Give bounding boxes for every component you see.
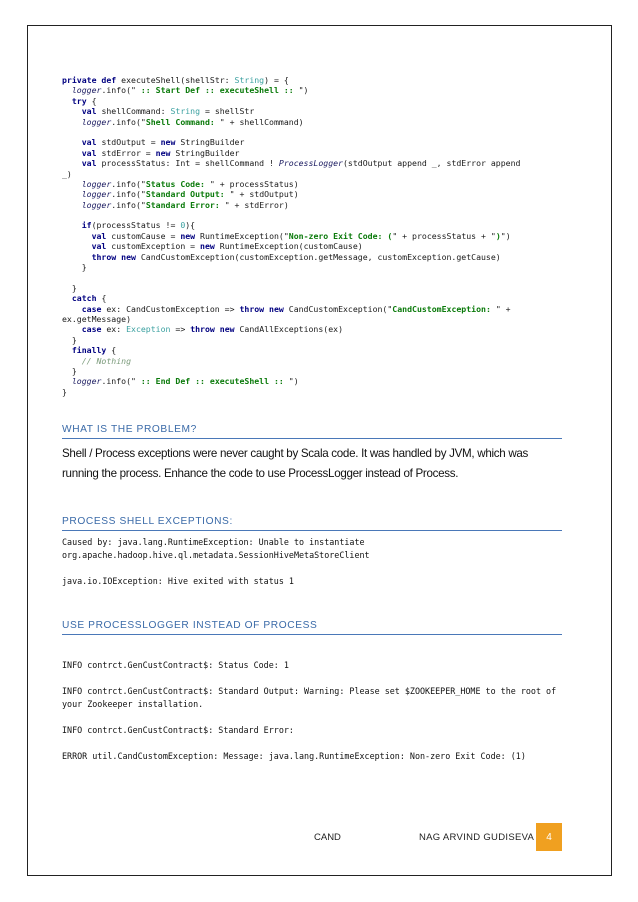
code-line — [62, 366, 562, 376]
code-token: ") — [500, 230, 511, 241]
code-token: stdError = — [96, 147, 156, 158]
code-token: ) = { — [264, 75, 289, 85]
code-token: .info(" — [111, 199, 146, 210]
code-line — [62, 304, 562, 314]
code-token: logger — [81, 116, 112, 127]
code-line — [62, 210, 562, 220]
code-token: val — [81, 147, 97, 158]
output-line: Caused by: java.lang.RuntimeException: Unable to instantiate — [62, 537, 365, 547]
code-token: new — [200, 241, 215, 252]
code-token — [62, 106, 82, 116]
output-line — [62, 737, 572, 750]
logger-output — [62, 659, 572, 763]
code-token — [62, 345, 72, 355]
code-line — [62, 137, 562, 147]
code-token: :: End Def :: executeShell :: — [135, 376, 289, 387]
code-token: 0 — [180, 220, 186, 231]
code-token: { — [106, 345, 117, 356]
problem-description: Shell / Process exceptions were never caught by Scala code. It was handled by JVM, which was running the process. Enhance the code to use ProcessLogger instead of Process. — [62, 447, 529, 480]
output-line — [62, 672, 572, 685]
code-token — [62, 158, 82, 168]
code-line — [62, 376, 562, 386]
code-token: " + processStatus + " — [392, 230, 496, 241]
code-token: if — [81, 220, 92, 231]
code-line — [62, 293, 562, 303]
code-token: => — [170, 324, 191, 335]
code-token: Status Code: — [145, 178, 210, 189]
code-token: { — [86, 95, 97, 106]
code-token: " + — [495, 303, 511, 314]
code-token: try — [71, 95, 87, 106]
output-line — [62, 711, 572, 724]
code-token: Standard Output: — [145, 189, 230, 200]
code-token: ProcessLogger — [278, 158, 343, 169]
code-token: logger — [81, 178, 112, 189]
code-token: shellCommand: — [96, 106, 171, 117]
code-token: StringBuilder — [175, 137, 245, 148]
footer-author: NAG ARVIND GUDISEVA — [419, 832, 535, 843]
code-token: ){ — [185, 220, 196, 231]
output-line: org.apache.hadoop.hive.ql.metadata.SessionHiveMetaStoreClient — [62, 550, 370, 560]
code-line — [62, 314, 562, 324]
code-token — [62, 137, 82, 147]
code-token: new — [155, 147, 171, 158]
code-token: val — [81, 106, 97, 117]
output-line: ERROR util.CandCustomException: Message: java.lang.RuntimeException: Non-zero Exit Code: (1) — [62, 751, 526, 761]
code-token: String — [170, 106, 201, 117]
code-token: } — [62, 262, 87, 273]
code-line — [62, 262, 562, 272]
code-token — [62, 324, 82, 334]
code-token: = shellStr — [200, 106, 255, 117]
code-line — [62, 356, 562, 366]
code-token: Non-zero Exit Code: ( — [288, 230, 393, 241]
code-token — [62, 376, 72, 386]
code-token: val — [81, 158, 97, 169]
code-token: .info(" — [111, 189, 146, 200]
code-line — [62, 324, 562, 334]
section-heading-logger: USE PROCESSLOGGER INSTEAD OF PROCESS — [62, 620, 562, 635]
code-token: case — [81, 303, 102, 314]
code-token: // Nothing — [81, 355, 132, 366]
code-line — [62, 345, 562, 355]
output-line: INFO contrct.GenCustContract$: Status Code: 1 — [62, 660, 289, 670]
section-heading-exceptions: PROCESS SHELL EXCEPTIONS: — [62, 516, 562, 531]
code-line — [62, 241, 562, 251]
code-token: " + stdOutput) — [229, 189, 299, 200]
code-line — [62, 387, 562, 397]
code-token: } — [62, 334, 77, 345]
code-token: new — [160, 137, 176, 148]
code-line — [62, 283, 562, 293]
output-line: your Zookeeper installation. — [62, 699, 204, 709]
code-token: CandCustomException: — [392, 303, 496, 314]
code-token — [62, 241, 92, 251]
code-token: StringBuilder — [170, 147, 240, 158]
code-token: throw new — [91, 251, 136, 262]
code-token: ) — [495, 230, 501, 241]
code-token: logger — [71, 85, 102, 96]
footer-label: CAND — [314, 832, 341, 843]
code-token: } — [62, 365, 77, 376]
output-line: java.io.IOException: Hive exited with status 1 — [62, 576, 294, 586]
code-token: (stdOutput append _, stdError append — [343, 158, 521, 169]
code-line — [62, 148, 562, 158]
code-token: logger — [81, 189, 112, 200]
code-line — [62, 179, 562, 189]
code-token — [62, 85, 72, 95]
code-token: Exception — [126, 324, 171, 335]
code-line — [62, 220, 562, 230]
output-line — [62, 562, 572, 575]
code-line — [62, 127, 562, 137]
code-token: catch — [71, 293, 97, 304]
code-token — [62, 200, 82, 210]
code-token: .info(" — [111, 116, 146, 127]
code-token: CandAllExceptions(ex) — [234, 324, 344, 335]
code-line — [62, 189, 562, 199]
code-token: private def — [62, 75, 122, 85]
code-token — [62, 356, 82, 366]
code-token: { — [96, 293, 107, 304]
code-token: stdOutput = — [96, 137, 161, 148]
code-line — [62, 272, 562, 282]
code-token: " + stdError) — [224, 199, 289, 210]
code-token: Shell Command: — [145, 116, 220, 127]
code-token: .info(" — [111, 178, 146, 189]
code-token — [62, 252, 92, 262]
output-line: INFO contrct.GenCustContract$: Standard Error: — [62, 725, 294, 735]
code-token: " + processStatus) — [209, 178, 299, 189]
code-token: processStatus: Int = shellCommand ! — [96, 158, 279, 169]
code-token — [62, 231, 92, 241]
code-token: RuntimeException(customCause) — [214, 241, 363, 252]
code-token — [62, 220, 82, 230]
code-token: ") — [298, 85, 309, 96]
code-line — [62, 169, 562, 179]
code-token: throw new — [239, 303, 284, 314]
code-line — [62, 106, 562, 116]
code-token: ") — [288, 376, 299, 387]
code-line — [62, 117, 562, 127]
code-token: " + shellCommand) — [219, 116, 304, 127]
code-token: customException = — [106, 241, 201, 252]
code-token: _) — [62, 168, 72, 179]
code-token: .info(" — [101, 85, 136, 96]
code-token: } — [62, 282, 77, 293]
code-token: String — [234, 75, 265, 85]
code-token: } — [62, 386, 67, 397]
code-token: ex.getMessage) — [62, 313, 132, 324]
code-token: finally — [71, 345, 107, 356]
page-number-badge: 4 — [536, 823, 562, 851]
code-line — [62, 75, 562, 85]
code-token: :: Start Def :: executeShell :: — [135, 85, 299, 96]
code-token: RuntimeException(" — [195, 230, 289, 241]
code-listing — [62, 75, 562, 397]
code-token: logger — [81, 199, 112, 210]
code-token: .info(" — [101, 376, 136, 387]
code-token — [62, 117, 82, 127]
code-token: logger — [71, 376, 102, 387]
code-token: case — [81, 324, 102, 335]
code-token: CandCustomException(" — [283, 303, 393, 314]
output-line: INFO contrct.GenCustContract$: Standard Output: Warning: Please set $ZOOKEEPER_HOME to the root of — [62, 686, 557, 696]
code-token: executeShell(shellStr: — [121, 75, 235, 85]
code-token: (processStatus != — [91, 220, 181, 231]
code-token — [62, 293, 72, 303]
code-line — [62, 200, 562, 210]
code-token: Standard Error: — [145, 199, 225, 210]
code-token: val — [91, 230, 107, 241]
code-line — [62, 252, 562, 262]
exceptions-output — [62, 536, 572, 588]
code-token — [62, 179, 82, 189]
code-line — [62, 231, 562, 241]
section-heading-problem: WHAT IS THE PROBLEM? — [62, 424, 562, 439]
code-token: customCause = — [106, 230, 181, 241]
code-line — [62, 96, 562, 106]
code-token: new — [180, 230, 196, 241]
code-token: val — [91, 241, 107, 252]
code-token: val — [81, 137, 97, 148]
code-line — [62, 85, 562, 95]
code-token: ex: CandCustomException => — [101, 303, 240, 314]
code-token — [62, 148, 82, 158]
code-line — [62, 335, 562, 345]
code-token — [62, 304, 82, 314]
code-token: CandCustomException(customException.getMessage, customException.getCause) — [135, 251, 501, 262]
code-token: ex: — [101, 324, 127, 335]
code-token — [62, 96, 72, 106]
code-token — [62, 189, 82, 199]
code-token: throw new — [190, 324, 235, 335]
code-line — [62, 158, 562, 168]
